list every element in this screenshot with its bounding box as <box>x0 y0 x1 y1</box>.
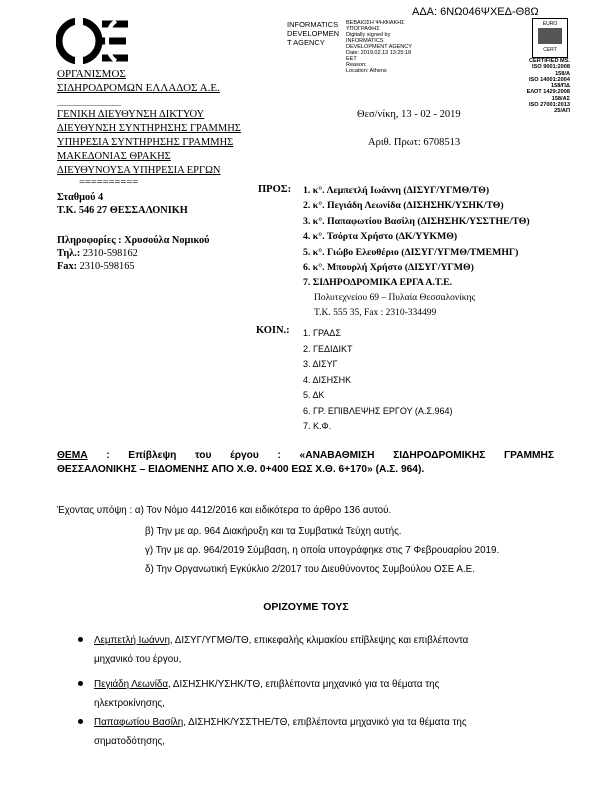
hierarchy-line: ΜΑΚΕΔΟΝΙΑΣ ΘΡΑΚΗΣ <box>57 151 171 162</box>
contact-block <box>57 234 209 273</box>
considering-c: γ) Την με αρ. 964/2019 Σύμβαση, η οποία υπογράφηκε στις 7 Φεβρουαρίου 2019. <box>145 545 500 556</box>
assignment-role-cont: μηχανικό του έργου, <box>94 654 182 665</box>
address-street: Σταθμού 4 <box>57 192 104 203</box>
signature-line: EET <box>346 56 357 62</box>
signature-line: YΠOΓPAΦHΣ <box>346 26 380 32</box>
assignee-name: Λεμπετλή Ιωάννη <box>94 635 170 646</box>
cert-line: ISO 27001:2013 <box>528 102 570 109</box>
cert-line: 158/A <box>555 70 570 77</box>
signature-line: Location: Athens <box>346 68 387 74</box>
copy-item: 1. ΓΡΑΔΣ <box>303 328 341 338</box>
subject-block <box>57 449 554 477</box>
document-date: Θεσ/νίκη, 13 - 02 - 2019 <box>357 109 461 120</box>
copy-item: 4. ΔΙΣΗΣΗΚ <box>303 374 352 385</box>
agency-line1: INFORMATICS <box>287 20 339 29</box>
subject-label: ΘΕΜΑ <box>57 450 88 461</box>
cert-line: 158/ΑΣ <box>551 95 570 102</box>
organization-name <box>57 67 220 108</box>
assignment-item <box>78 713 555 751</box>
signature-line: DEVELOPMENT AGENCY <box>346 44 412 50</box>
bullet-icon <box>78 719 83 724</box>
bullet-icon <box>78 681 83 686</box>
fax-value: 2310-598165 <box>77 261 135 272</box>
copy-item: 6. ΓΡ. ΕΠΙΒΛΕΨΗΣ ΕΡΓΟΥ (Α.Σ.964) <box>303 405 453 416</box>
cert-label: CERT <box>543 47 557 53</box>
certification-list <box>515 58 570 115</box>
signature-line: Reason: <box>346 62 367 68</box>
certification-badge <box>532 18 568 58</box>
recipient-item: 1. κ°. Λεμπετλή Ιωάννη (ΔΙΣΥΓ/ΥΓΜΘ/ΤΘ) <box>303 185 490 196</box>
agency-line2: DEVELOPMEN <box>287 29 340 38</box>
agency-line3: T AGENCY <box>287 38 325 47</box>
dotted-separator: ................................ <box>57 99 121 108</box>
assignee-name: Πεγιάδη Λεωνίδα <box>94 679 169 690</box>
subject-line2: ΘΕΣΣΑΛΟΝΙΚΗΣ – ΕΙΔΟΜΕΝΗΣ ΑΠΟ Χ.Θ. 0+400 ΕΩΣ Χ.Θ. 6+170» (Α.Σ. 964). <box>57 464 425 475</box>
globe-icon <box>538 28 562 44</box>
agency-name <box>287 20 339 47</box>
recipient-item: 6. κ°. Μπουρλή Χρήστο (ΔΙΣΥΓ/ΥΓΜΘ) <box>303 262 474 274</box>
copies-list <box>303 326 453 435</box>
hierarchy-line: ΔΙΕΥΘΥΝΣΗ ΣΥΝΤΗΡΗΣΗΣ ΓΡΑΜΜΗΣ <box>57 123 241 134</box>
fax-label: Fax: <box>57 261 78 272</box>
address-block <box>57 191 188 217</box>
assignment-role-cont: ηλεκτροκίνησης, <box>94 698 165 709</box>
contact-info: Πληροφορίες : Χρυσούλα Νομικού <box>57 235 210 246</box>
department-hierarchy <box>57 108 241 188</box>
recipient-item: 5. κ°. Γιώβο Ελευθέριο (ΔΙΣΥΓ/ΥΓΜΘ/ΤΜΕΜΗΓ) <box>303 246 519 258</box>
signature-line: BEBAIOΣH ΨHΦIAKHΣ <box>346 20 405 26</box>
address-postal: Τ.Κ. 546 27 ΘΕΣΣΑΛΟΝΙΚΗ <box>57 205 188 216</box>
copy-item: 7. Κ.Φ. <box>303 421 332 431</box>
assignment-role: , ΔΙΣΗΣΗΚ/ΥΣΣΤΗΕ/ΤΘ, επιβλέποντα μηχανικό για τα θέματα της <box>183 717 467 728</box>
decision-heading: ΟΡΙΖΟΥΜΕ ΤΟΥΣ <box>263 601 349 613</box>
assignment-role-cont: σηματοδότησης, <box>94 736 166 747</box>
recipient-address-line2: Τ.Κ. 555 35, Fax : 2310-334499 <box>314 308 437 318</box>
organization-line1: ΟΡΓΑΝΙΣΜΟΣ <box>57 68 126 80</box>
signature-line: Digitally signed by INFORMATICS <box>346 32 391 44</box>
ose-logo-icon <box>56 18 130 64</box>
bullet-icon <box>78 637 83 642</box>
separator-line: ========== <box>79 177 139 188</box>
recipient-item: 3. κ°. Παπαφωτίου Βασίλη (ΔΙΣΗΣΗΚ/ΥΣΣΤΗΕ/ΤΘ) <box>303 215 530 227</box>
signature-line: Date: 2019.02.13 13:25:18 <box>346 50 412 56</box>
assignment-role: , ΔΙΣΗΣΗΚ/ΥΣΗΚ/ΤΘ, επιβλέποντα μηχανικό για τα θέματα της <box>168 679 440 690</box>
assignment-item <box>78 675 555 713</box>
euro-label: EURO <box>542 21 558 27</box>
cert-line: ISO 9001:2008 <box>532 64 570 71</box>
hierarchy-line: ΥΠΗΡΕΣΙΑ ΣΥΝΤΗΡΗΣΗΣ ΓΡΑΜΜΗΣ <box>57 137 234 148</box>
recipient-item: 7. ΣΙΔΗΡΟΔΡΟΜΙΚΑ ΕΡΓΑ Α.Τ.Ε. <box>303 277 453 289</box>
subject-line1: : Επίβλεψη του έργου : «ΑΝΑΒΑΘΜΙΣΗ ΣΙΔΗΡΟΔΡΟΜΙΚΗΣ ΓΡΑΜΜΗΣ <box>87 450 554 461</box>
recipients-list <box>303 183 530 291</box>
considering-b: β) Την με αρ. 964 Διακήρυξη και τα Συμβατικά Τεύχη αυτής. <box>145 526 402 537</box>
tel-label: Τηλ.: <box>57 248 81 259</box>
cert-line: ΕΛΟΤ 1429:2008 <box>526 89 570 96</box>
considering-lead: Έχοντας υπόψη : α) Τον Νόμο 4412/2016 και ειδικότερα το άρθρο 136 αυτού. <box>57 505 392 516</box>
recipient-address-line1: Πολυτεχνείου 69 – Πυλαία Θεσσαλονίκης <box>314 293 476 303</box>
ada-code: ΑΔΑ: 6ΝΩ046ΨΧΕΔ-Θ8Ω <box>412 6 539 18</box>
recipient-address <box>314 291 475 321</box>
recipients-label: ΠΡΟΣ: <box>258 184 292 195</box>
protocol-number: Αριθ. Πρωτ: 6708513 <box>368 137 461 148</box>
tel-value: 2310-598162 <box>80 248 138 259</box>
recipient-item: 4. κ°. Τσόρτα Χρήστο (ΔΚ/ΥΥΚΜΘ) <box>303 231 458 243</box>
cert-line: CERTIFIED MS. <box>528 58 570 64</box>
cert-line: 25/ΑΠ <box>554 108 570 115</box>
organization-line2: ΣΙΔΗΡΟΔΡΟΜΩΝ ΕΛΛΑΔΟΣ Α.Ε. <box>57 82 220 94</box>
cert-line: ISO 14001:2004 <box>528 76 570 83</box>
hierarchy-line: ΓΕΝΙΚΗ ΔΙΕΥΘΥΝΣΗ ΔΙΚΤΥΟΥ <box>57 109 205 120</box>
assignment-item <box>78 631 555 669</box>
digital-signature-block <box>346 20 416 74</box>
hierarchy-line: ΔΙΕΥΘΥΝΟΥΣΑ ΥΠΗΡΕΣΙΑ ΕΡΓΩΝ <box>57 165 221 176</box>
copy-item: 5. ΔΚ <box>303 390 325 400</box>
copy-item: 2. ΓΕΔΙΔΙΚΤ <box>303 343 353 354</box>
considering-d: δ) Την Οργανωτική Εγκύκλιο 2/2017 του Διευθύνοντος Συμβούλου ΟΣΕ Α.Ε. <box>145 564 475 575</box>
assignee-name: Παπαφωτίου Βασίλη <box>94 717 184 728</box>
recipient-item: 2. κ°. Πεγιάδη Λεωνίδα (ΔΙΣΗΣΗΚ/ΥΣΗΚ/ΤΘ) <box>303 200 504 212</box>
assignment-role: , ΔΙΣΥΓ/ΥΓΜΘ/ΤΘ, επικεφαλής κλιμακίου επίβλεψης και επιβλέποντα <box>169 635 469 646</box>
copy-item: 3. ΔΙΣΥΓ <box>303 359 338 369</box>
copies-label: ΚΟΙΝ.: <box>256 325 290 336</box>
cert-line: 158/ΠΔ <box>551 83 570 90</box>
